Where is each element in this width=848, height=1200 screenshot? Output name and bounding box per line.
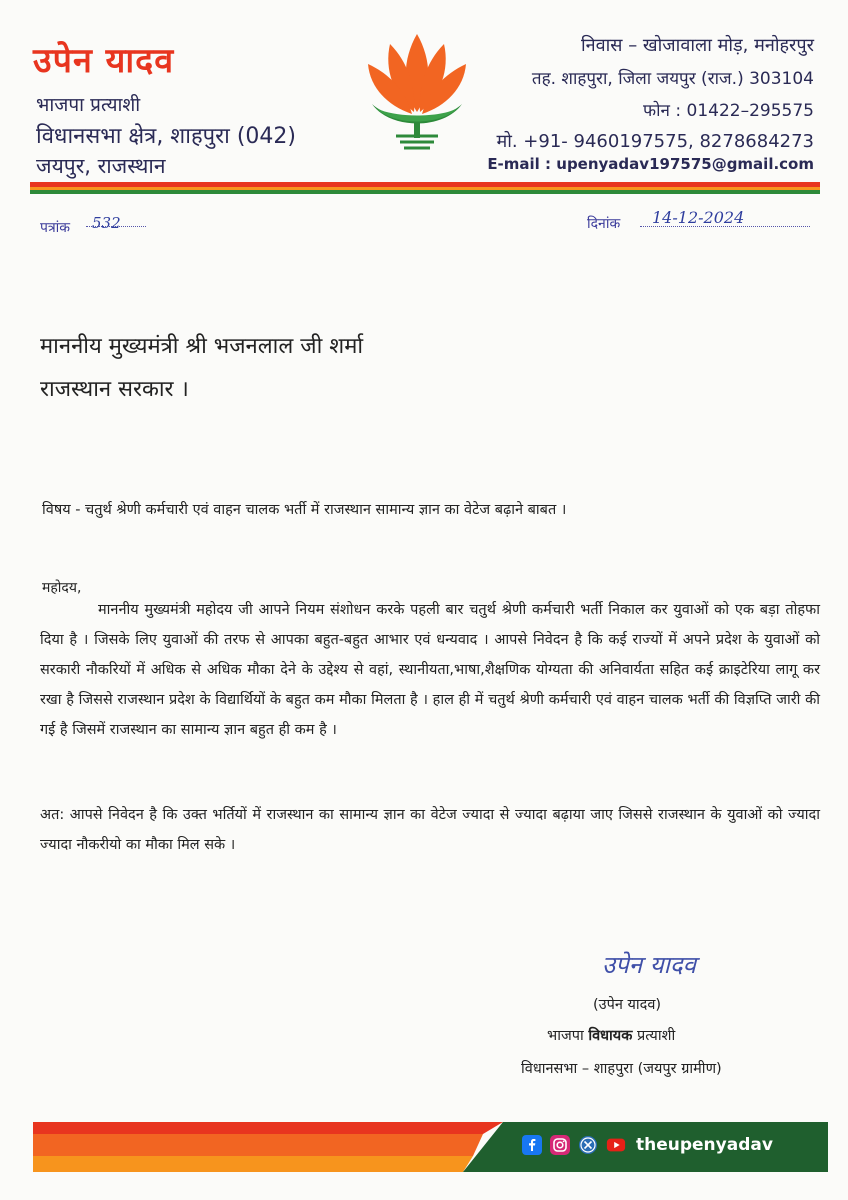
signatory-name: (उपेन यादव) — [593, 997, 662, 1013]
body-paragraph-1: माननीय मुख्यमंत्री महोदय जी आपने नियम संशोधन करके पहली बार चतुर्थ श्रेणी कर्मचारी भर्ती निकाल कर युवाओं को एक बड़ा तोहफा दिया है । जिसके लिए युवाओं की तरफ से आपका बहुत-बहुत आभार एवं धन्यवाद । आपसे निवेदन है कि कई राज्यों में अपने प्रदेश के युवाओं को सरकारी नौकरियों में अधिक से अधिक मौका देने के उद्देश्य से वहां, स्थानीयता,भाषा,शैक्षणिक योग्यता की अनिवार्यता सहित कई क्राइटेरिया लागू कर रखा है जिससे राजस्थान प्रदेश के विद्यार्थियों के बहुत कम मौका मिलता है । हाल ही में चतुर्थ श्रेणी कर्मचारी एवं वाहन चालक भर्ती की विज्ञप्ति जारी की गई है जिसमें राजस्थान का सामान्य ज्ञान बहुत ही कम है । — [40, 602, 820, 738]
address-line-1: निवास – खोजावाला मोड़, मनोहरपुर — [580, 35, 814, 56]
social-handle[interactable]: theupenyadav — [636, 1135, 773, 1155]
address-line-2: तह. शाहपुरा, जिला जयपुर (राज.) 303104 — [531, 69, 814, 89]
city: जयपुर, राजस्थान — [36, 154, 166, 178]
reference-number: 532 — [92, 214, 121, 232]
date-label: दिनांक — [587, 216, 621, 232]
title-prefix: भाजपा — [547, 1028, 584, 1044]
subject-line: विषय - चतुर्थ श्रेणी कर्मचारी एवं वाहन चालक भर्ती में राजस्थान सामान्य ज्ञान का वेटेज बढ़ाने बाबत । — [42, 502, 567, 518]
recipient-line-2: राजस्थान सरकार । — [40, 377, 189, 402]
phone-number: फोन : 01422–295575 — [643, 101, 814, 121]
reference-label: पत्रांक — [40, 220, 71, 236]
youtube-icon[interactable] — [606, 1135, 626, 1155]
candidate-name: उपेन यादव — [33, 41, 175, 81]
header-divider-band — [30, 182, 820, 194]
instagram-icon[interactable] — [550, 1135, 570, 1155]
signatory-constituency: विधानसभा – शाहपुरा (जयपुर ग्रामीण) — [521, 1061, 722, 1077]
title-suffix: प्रत्याशी — [636, 1028, 676, 1044]
handwritten-signature: उपेन यादव — [602, 951, 696, 979]
bjp-lotus-icon — [362, 30, 472, 160]
social-links — [522, 1127, 773, 1163]
title-bold: विधायक — [588, 1028, 633, 1044]
salutation: महोदय, — [42, 580, 82, 596]
x-icon[interactable] — [578, 1135, 598, 1155]
signatory-title — [547, 1025, 675, 1045]
body-paragraph-2: अत: आपसे निवेदन है कि उक्त भर्तियों में राजस्थान का सामान्य ज्ञान का वेटेज ज्यादा से ज्यादा बढ़ाया जाए जिससे राजस्थान के युवाओं को ज्यादा ज्यादा नौकरीयो का मौका मिल सके । — [40, 807, 820, 853]
constituency: विधानसभा क्षेत्र, शाहपुरा (042) — [36, 124, 296, 149]
facebook-icon[interactable] — [522, 1135, 542, 1155]
candidate-designation: भाजपा प्रत्याशी — [36, 94, 141, 116]
recipient-line-1: माननीय मुख्यमंत्री श्री भजनलाल जी शर्मा — [40, 334, 364, 359]
date-value: 14-12-2024 — [652, 208, 745, 227]
mobile-numbers: मो. +91- 9460197575, 8278684273 — [496, 131, 814, 152]
email-address: E-mail : upenyadav197575@gmail.com — [487, 155, 814, 173]
